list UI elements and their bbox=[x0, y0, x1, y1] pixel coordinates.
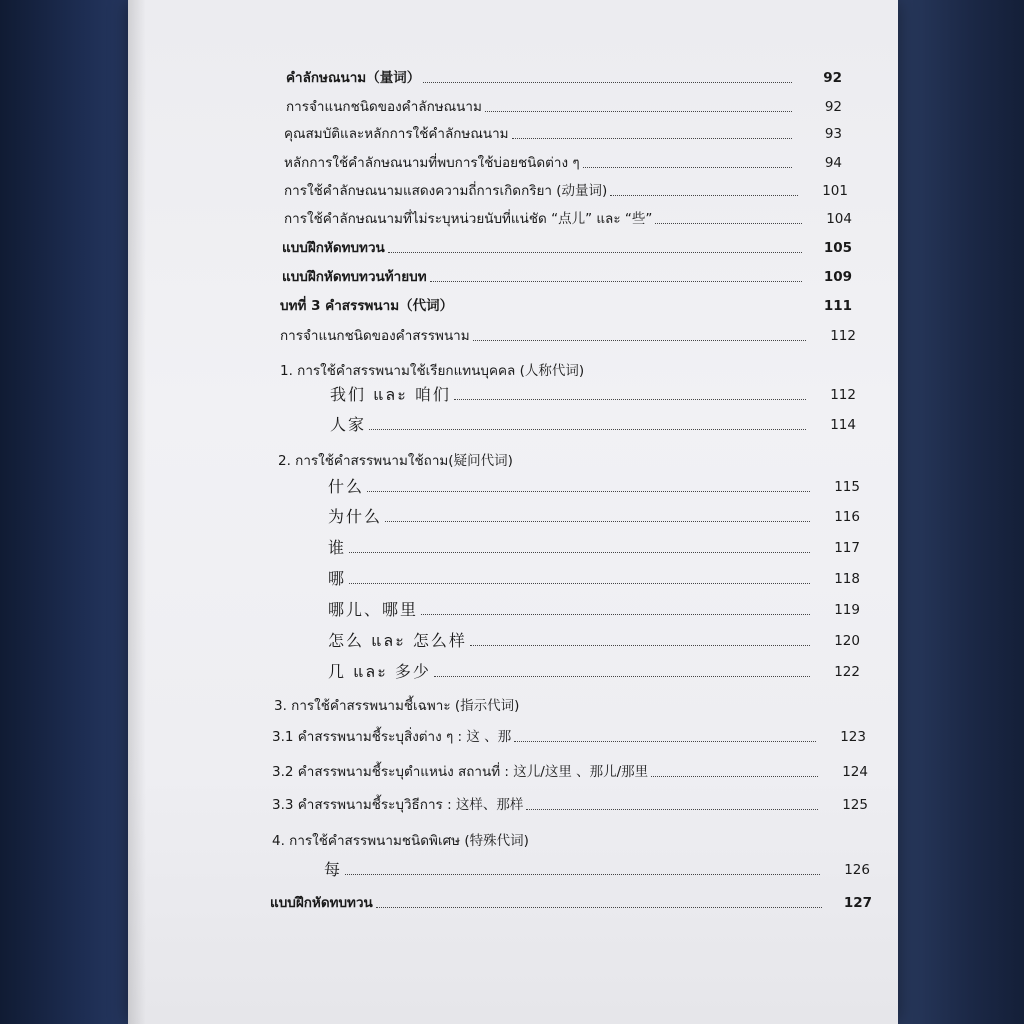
leader-dots bbox=[485, 111, 792, 112]
toc-entry bbox=[328, 478, 860, 496]
toc-entry-label: การใช้คำลักษณนามที่ไม่ระบุหน่วยนับที่แน่ชัด “点儿” และ “些” bbox=[284, 211, 653, 227]
toc-entry bbox=[328, 601, 860, 619]
leader-dots bbox=[369, 429, 806, 430]
toc-entry-page: 118 bbox=[834, 571, 860, 587]
leader-dots bbox=[610, 195, 798, 196]
toc-entry-label: 我们 และ 咱们 bbox=[330, 385, 451, 404]
toc-entry-label: 哪 bbox=[328, 569, 347, 588]
leader-dots bbox=[454, 399, 806, 400]
toc-entry-page: 125 bbox=[842, 797, 868, 813]
section-heading: 1. การใช้คำสรรพนามใช้เรียกแทนบุคคล (人称代词) bbox=[280, 363, 585, 379]
leader-dots bbox=[473, 340, 806, 341]
leader-dots bbox=[470, 645, 810, 646]
toc-entry-page: 92 bbox=[824, 99, 842, 115]
toc-entry bbox=[280, 327, 856, 345]
toc-entry-label: แบบฝึกหัดทบทวนท้ายบท bbox=[282, 269, 427, 285]
toc-entry-page: 119 bbox=[834, 602, 860, 618]
toc-entry bbox=[282, 268, 852, 286]
toc-entry-page: 127 bbox=[843, 895, 872, 911]
leader-dots bbox=[349, 583, 810, 584]
toc-entry-page: 123 bbox=[840, 729, 866, 745]
toc-entry bbox=[272, 763, 868, 781]
toc-entry-label: การจำแนกชนิดของคำสรรพนาม bbox=[280, 328, 470, 344]
toc-entry bbox=[270, 894, 872, 912]
toc-entry bbox=[330, 416, 856, 434]
toc-entry bbox=[284, 182, 848, 200]
toc-entry bbox=[282, 239, 852, 257]
leader-dots bbox=[367, 491, 810, 492]
toc-entry-label: การจำแนกชนิดของคำลักษณนาม bbox=[286, 99, 482, 115]
leader-dots bbox=[421, 614, 810, 615]
toc-entry-label: 3.3 คำสรรพนามชี้ระบุวิธีการ : 这样、那样 bbox=[272, 797, 524, 813]
toc-entry-page: 111 bbox=[823, 298, 852, 314]
leader-dots bbox=[456, 310, 802, 311]
toc-entry-page: 101 bbox=[822, 183, 848, 199]
toc-entry bbox=[328, 632, 860, 650]
toc-entry-page: 124 bbox=[842, 764, 868, 780]
toc-entry bbox=[284, 210, 852, 228]
toc-entry bbox=[324, 861, 870, 879]
leader-dots bbox=[512, 138, 792, 139]
toc-entry-page: 105 bbox=[823, 240, 852, 256]
toc-entry-label: การใช้คำลักษณนามแสดงความถี่การเกิดกริยา (动量词) bbox=[284, 183, 608, 199]
leader-dots bbox=[376, 907, 822, 908]
leader-dots bbox=[388, 252, 802, 253]
toc-entry-label: 什么 bbox=[328, 477, 365, 496]
toc-entry-label: 3.2 คำสรรพนามชี้ระบุตำแหน่ง สถานที่ : 这儿/这里 、那儿/那里 bbox=[272, 764, 649, 780]
toc-entry-page: 126 bbox=[844, 862, 870, 878]
background-right bbox=[890, 0, 1024, 1024]
toc-entry-label: หลักการใช้คำลักษณนามที่พบการใช้บ่อยชนิดต่าง ๆ bbox=[284, 155, 580, 171]
toc-entry-label: 人家 bbox=[330, 415, 367, 434]
toc-entry-label: คำลักษณนาม（量词） bbox=[286, 70, 421, 86]
leader-dots bbox=[514, 741, 816, 742]
toc-entry-page: 104 bbox=[826, 211, 852, 227]
leader-dots bbox=[655, 223, 802, 224]
section-heading: 3. การใช้คำสรรพนามชี้เฉพาะ (指示代词) bbox=[274, 698, 520, 714]
toc-entry bbox=[328, 508, 860, 526]
leader-dots bbox=[349, 552, 810, 553]
toc-entry bbox=[328, 539, 860, 557]
toc-entry-page: 92 bbox=[823, 70, 842, 86]
leader-dots bbox=[345, 874, 820, 875]
chapter-heading bbox=[280, 297, 852, 315]
toc-entry-page: 114 bbox=[830, 417, 856, 433]
toc-entry-page: 93 bbox=[824, 126, 842, 142]
toc-entry bbox=[272, 796, 868, 814]
toc-entry bbox=[272, 728, 866, 746]
toc-entry-page: 116 bbox=[834, 509, 860, 525]
leader-dots bbox=[583, 167, 792, 168]
leader-dots bbox=[526, 809, 818, 810]
toc-entry-label: 每 bbox=[324, 860, 343, 879]
toc-entry-page: 112 bbox=[830, 328, 856, 344]
leader-dots bbox=[423, 82, 792, 83]
toc-entry bbox=[284, 125, 842, 143]
toc-entry-page: 109 bbox=[823, 269, 852, 285]
toc-entry bbox=[286, 98, 842, 116]
toc-entry-page: 117 bbox=[834, 540, 860, 556]
toc-entry-page: 120 bbox=[834, 633, 860, 649]
leader-dots bbox=[434, 676, 810, 677]
toc-entry-label: 哪儿、哪里 bbox=[328, 600, 419, 619]
leader-dots bbox=[385, 521, 810, 522]
book-page bbox=[128, 0, 898, 1024]
toc-entry-label: 几 และ 多少 bbox=[328, 662, 431, 681]
toc-entry-label: แบบฝึกหัดทบทวน bbox=[282, 240, 385, 256]
toc-entry-page: 115 bbox=[834, 479, 860, 495]
toc-entry-label: คุณสมบัติและหลักการใช้คำลักษณนาม bbox=[284, 126, 509, 142]
toc-entry bbox=[328, 570, 860, 588]
toc-entry-label: 怎么 และ 怎么样 bbox=[328, 631, 467, 650]
toc-entry-label: 谁 bbox=[328, 538, 347, 557]
section-heading: 2. การใช้คำสรรพนามใช้ถาม(疑问代词) bbox=[278, 453, 513, 469]
toc-entry-page: 122 bbox=[834, 664, 860, 680]
section-heading: 4. การใช้คำสรรพนามชนิดพิเศษ (特殊代词) bbox=[272, 833, 529, 849]
toc-entry-label: แบบฝึกหัดทบทวน bbox=[270, 895, 373, 911]
toc-entry bbox=[330, 386, 856, 404]
leader-dots bbox=[430, 281, 802, 282]
toc-entry bbox=[284, 154, 842, 172]
toc-entry bbox=[328, 663, 860, 681]
toc-entry-page: 112 bbox=[830, 387, 856, 403]
leader-dots bbox=[651, 776, 818, 777]
toc-entry-label: บทที่ 3 คำสรรพนาม（代词） bbox=[280, 298, 454, 314]
toc-entry bbox=[286, 69, 842, 87]
toc-entry-label: 3.1 คำสรรพนามชี้ระบุสิ่งต่าง ๆ : 这 、那 bbox=[272, 729, 512, 745]
toc-entry-page: 94 bbox=[824, 155, 842, 171]
toc-entry-label: 为什么 bbox=[328, 507, 383, 526]
